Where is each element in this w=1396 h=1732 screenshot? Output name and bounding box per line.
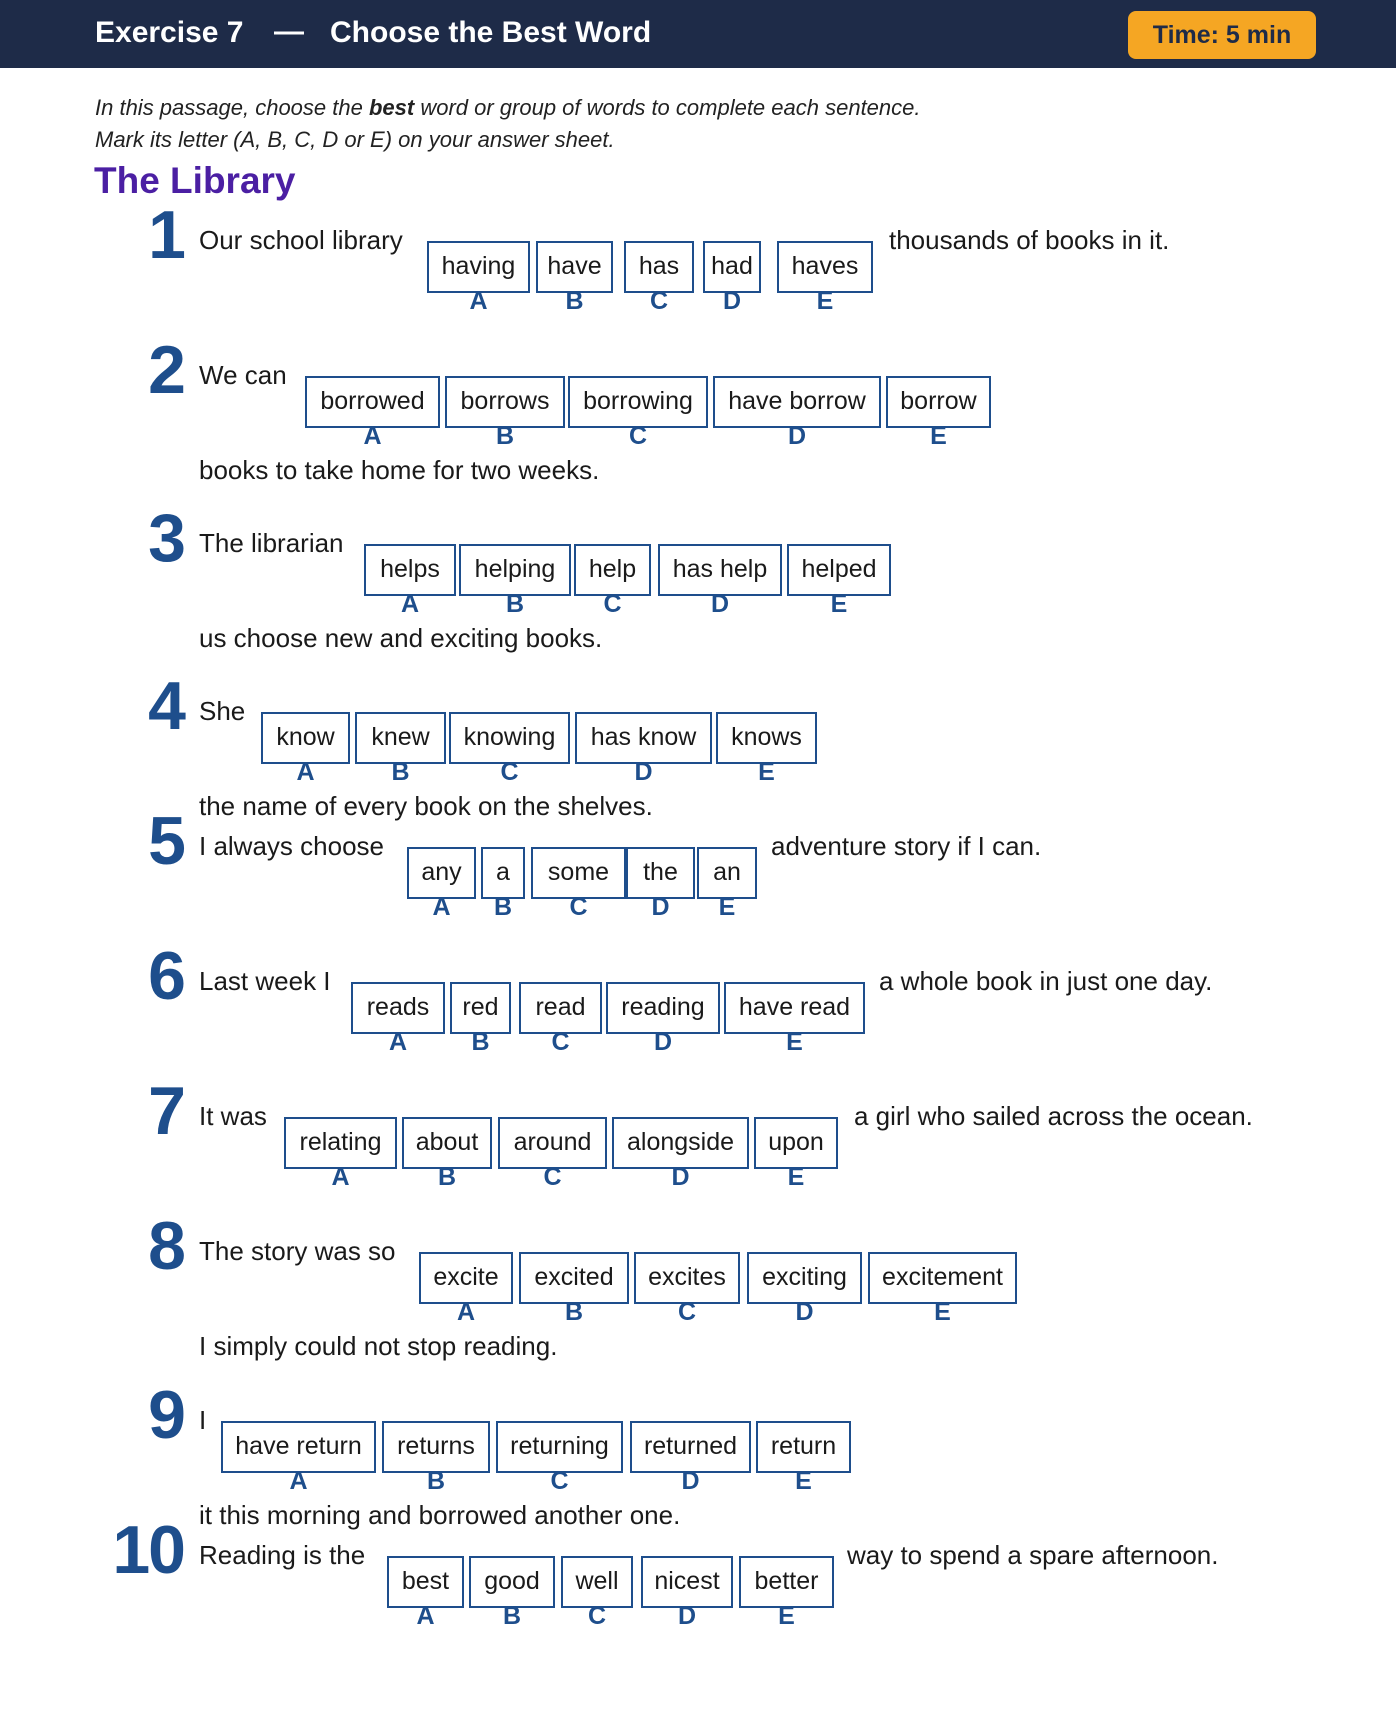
instructions-line-2: Mark its letter (A, B, C, D or E) on your answer sheet.	[95, 127, 615, 152]
instructions-emphasis: best	[368, 95, 415, 120]
option-letter: C	[551, 1028, 570, 1056]
option-letter: D	[787, 422, 807, 450]
answer-option-b[interactable]: a	[481, 847, 525, 899]
sentence-end: I simply could not stop reading.	[199, 1331, 558, 1361]
sentence-start: The story was so	[199, 1236, 396, 1266]
option-letter: A	[363, 422, 382, 450]
header-dash: —	[274, 15, 304, 48]
answer-option-b[interactable]: knew	[355, 712, 446, 764]
answer-option-a[interactable]: relating	[284, 1117, 397, 1169]
sentence-end: books to take home for two weeks.	[199, 455, 600, 485]
answer-option-e[interactable]: upon	[754, 1117, 838, 1169]
answer-option-e[interactable]: knows	[716, 712, 817, 764]
option-letter: B	[564, 1298, 584, 1326]
question-number: 8	[148, 1208, 184, 1284]
option-letter: D	[710, 590, 730, 618]
option-letter: A	[331, 1163, 350, 1191]
sentence-start: Reading is the	[199, 1540, 366, 1570]
answer-option-d[interactable]: has know	[575, 712, 712, 764]
answer-option-a[interactable]: reads	[351, 982, 445, 1034]
sentence-start: Last week I	[199, 966, 331, 996]
option-letter: C	[569, 893, 588, 921]
answer-option-a[interactable]: borrowed	[305, 376, 440, 428]
option-letter: C	[543, 1163, 562, 1191]
option-letter: D	[722, 287, 742, 315]
option-letter: D	[671, 1163, 690, 1191]
instructions-text: word or group of words to complete each sentence.	[414, 95, 921, 120]
answer-option-c[interactable]: borrowing	[568, 376, 708, 428]
answer-option-b[interactable]: have	[536, 241, 613, 293]
answer-option-e[interactable]: excitement	[868, 1252, 1017, 1304]
answer-option-e[interactable]: have read	[724, 982, 865, 1034]
option-letter: C	[649, 287, 669, 315]
instructions-text: In this passage, choose the	[95, 95, 369, 120]
option-letter: A	[456, 1298, 476, 1326]
sentence-end: thousands of books in it.	[889, 225, 1170, 255]
header-bar	[0, 0, 1396, 68]
answer-option-b[interactable]: red	[450, 982, 511, 1034]
sentence-end: a whole book in just one day.	[879, 966, 1213, 996]
answer-option-d[interactable]: has help	[658, 544, 782, 596]
sentence-end: it this morning and borrowed another one.	[199, 1500, 681, 1530]
question-number: 7	[148, 1073, 184, 1149]
answer-option-a[interactable]: any	[407, 847, 476, 899]
option-letter: C	[677, 1298, 697, 1326]
question-number: 2	[148, 332, 184, 408]
option-letter: C	[500, 758, 519, 786]
question-number: 10	[112, 1512, 184, 1588]
answer-option-a[interactable]: know	[261, 712, 350, 764]
sentence-start: The librarian	[199, 528, 344, 558]
answer-option-b[interactable]: excited	[519, 1252, 629, 1304]
sentence-end: a girl who sailed across the ocean.	[854, 1101, 1253, 1131]
question-number: 4	[148, 668, 184, 744]
exercise-title: Choose the Best Word	[330, 16, 652, 49]
option-letter: B	[502, 1602, 522, 1630]
answer-option-e[interactable]: haves	[777, 241, 873, 293]
answer-option-c[interactable]: returning	[496, 1421, 623, 1473]
option-letter: D	[681, 1467, 700, 1495]
option-letter: B	[505, 590, 525, 618]
sentence-start: Our school library	[199, 225, 403, 255]
answer-option-b[interactable]: helping	[459, 544, 571, 596]
option-letter: B	[426, 1467, 446, 1495]
answer-option-a[interactable]: helps	[364, 544, 456, 596]
option-letter: A	[469, 287, 488, 315]
option-letter: D	[653, 1028, 673, 1056]
option-letter: E	[786, 1028, 803, 1056]
option-letter: A	[400, 590, 420, 618]
question-number: 5	[148, 803, 184, 879]
answer-option-d[interactable]: nicest	[641, 1556, 733, 1608]
answer-option-d[interactable]: reading	[606, 982, 720, 1034]
option-letter: C	[628, 422, 648, 450]
answer-option-e[interactable]: an	[697, 847, 757, 899]
sentence-end: us choose new and exciting books.	[199, 623, 603, 653]
option-letter: D	[651, 893, 670, 921]
answer-option-c[interactable]: around	[498, 1117, 607, 1169]
answer-option-b[interactable]: good	[469, 1556, 555, 1608]
answer-option-a[interactable]: have return	[221, 1421, 376, 1473]
sentence-end: the name of every book on the shelves.	[199, 791, 653, 821]
answer-option-e[interactable]: helped	[787, 544, 891, 596]
answer-option-e[interactable]: borrow	[886, 376, 991, 428]
answer-option-d[interactable]: the	[626, 847, 695, 899]
answer-option-a[interactable]: excite	[419, 1252, 513, 1304]
option-letter: B	[493, 893, 513, 921]
option-letter: A	[289, 1467, 308, 1495]
option-letter: E	[778, 1602, 795, 1630]
sentence-start: She	[199, 696, 246, 726]
option-letter: A	[432, 893, 451, 921]
sentence-end: adventure story if I can.	[771, 831, 1042, 861]
answer-option-b[interactable]: returns	[382, 1421, 490, 1473]
answer-option-c[interactable]: some	[531, 847, 626, 899]
answer-option-a[interactable]: best	[387, 1556, 464, 1608]
option-letter: B	[565, 287, 584, 315]
question-number: 9	[148, 1377, 184, 1453]
sentence-start: It was	[199, 1101, 267, 1131]
question-number: 3	[148, 500, 184, 576]
option-letter: E	[787, 1163, 805, 1191]
answer-option-a[interactable]: having	[427, 241, 530, 293]
sentence-start: I	[199, 1405, 207, 1435]
answer-option-c[interactable]: has	[624, 241, 694, 293]
option-letter: C	[603, 590, 622, 618]
passage-title: The Library	[94, 160, 296, 201]
option-letter: E	[830, 590, 848, 618]
option-letter: E	[930, 422, 947, 450]
answer-option-e[interactable]: better	[739, 1556, 834, 1608]
answer-option-c[interactable]: read	[519, 982, 602, 1034]
answer-option-e[interactable]: return	[756, 1421, 851, 1473]
answer-option-b[interactable]: about	[402, 1117, 492, 1169]
sentence-start: I always choose	[199, 831, 384, 861]
option-letter: B	[495, 422, 515, 450]
option-letter: E	[816, 287, 834, 315]
sentence-end: way to spend a spare afternoon.	[847, 1540, 1219, 1570]
instructions-line-1	[95, 95, 921, 121]
option-letter: D	[634, 758, 653, 786]
option-letter: A	[388, 1028, 408, 1056]
answer-option-c[interactable]: knowing	[449, 712, 570, 764]
answer-option-c[interactable]: well	[561, 1556, 633, 1608]
answer-option-d[interactable]: alongside	[612, 1117, 749, 1169]
answer-option-d[interactable]: exciting	[747, 1252, 862, 1304]
answer-option-d[interactable]: have borrow	[713, 376, 881, 428]
answer-option-c[interactable]: excites	[634, 1252, 740, 1304]
sentence-start: We can	[199, 360, 287, 390]
option-letter: B	[437, 1163, 457, 1191]
question-number: 1	[148, 197, 184, 273]
option-letter: A	[416, 1602, 435, 1630]
answer-option-c[interactable]: help	[574, 544, 651, 596]
timer-badge: Time: 5 min	[1128, 11, 1316, 59]
option-letter: E	[934, 1298, 951, 1326]
option-letter: B	[471, 1028, 490, 1056]
option-letter: C	[587, 1602, 607, 1630]
option-letter: E	[718, 893, 736, 921]
answer-option-d[interactable]: had	[703, 241, 761, 293]
option-letter: E	[795, 1467, 812, 1495]
option-letter: E	[758, 758, 775, 786]
option-letter: A	[296, 758, 315, 786]
option-letter: B	[391, 758, 410, 786]
question-number: 6	[148, 938, 184, 1014]
option-letter: C	[550, 1467, 569, 1495]
answer-option-d[interactable]: returned	[630, 1421, 751, 1473]
exercise-number: Exercise 7	[95, 16, 244, 49]
answer-option-b[interactable]: borrows	[445, 376, 565, 428]
option-letter: D	[795, 1298, 814, 1326]
option-letter: D	[677, 1602, 697, 1630]
